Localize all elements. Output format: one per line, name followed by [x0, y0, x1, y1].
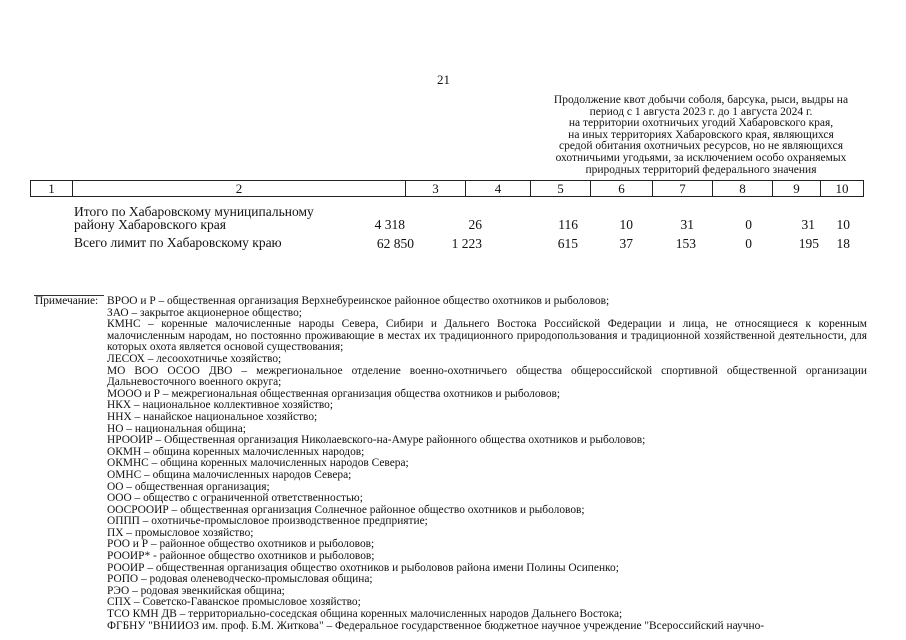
note-item: РОПО – родовая оленеводческо-промысловая община;: [107, 573, 373, 586]
note-item: ООО – общество с ограниченной ответственностью;: [107, 492, 363, 505]
note-item: ТСО КМН ДВ – территориально-соседская община коренных малочисленных народов Дальнего Востока;: [107, 608, 623, 621]
cell-col10: 18: [836, 236, 850, 251]
header-cell-8: 8: [713, 181, 773, 196]
header-cell-10: 10: [835, 181, 849, 196]
note-item: ОППП – охотничье-промысловое производственное предприятие;: [107, 515, 428, 528]
note-item: НО – национальная община;: [107, 422, 246, 435]
cell-col6: 10: [619, 217, 633, 232]
note-item: МООО и Р – межрегиональная общественная организация общества охотников и рыболовов;: [107, 387, 561, 400]
cell-col9: 195: [798, 236, 819, 251]
note-item: ВРОО и Р – общественная организация Верхнебуреинское районное общество охотников и рыболовов;: [107, 295, 610, 307]
continuation-line: на территории охотничьих угодий Хабаровского края,: [568, 117, 834, 130]
note-item: ОКМНС – община коренных малочисленных народов Севера;: [107, 457, 409, 470]
header-cell-4: 4: [466, 181, 531, 196]
note-item: НРООИР – Общественная организация Николаевского-на-Амуре районного общества охотников и рыболовов;: [107, 434, 646, 447]
cell-col8: 0: [745, 236, 752, 251]
note-item: РООИР* - районное общество охотников и рыболовов;: [107, 550, 375, 563]
table-header-row: [30, 180, 864, 197]
note-item: ФГБНУ "ВНИИОЗ им. проф. Б.М. Житкова" – Федеральное государственное бюджетное научное учреждение "Всероссийский научно-: [107, 619, 765, 632]
note-item: ОМНС – община малочисленных народов Севера;: [107, 468, 352, 481]
header-cell-6: 6: [591, 181, 653, 196]
table-row: [30, 205, 864, 235]
note-item: РОО и Р – районное общество охотников и рыболовов;: [107, 538, 375, 551]
header-cell-2: 2: [73, 181, 406, 196]
note-item: НКХ – национальное коллективное хозяйство;: [107, 399, 334, 412]
cell-col10: 10: [836, 217, 850, 232]
cell-col8: 0: [745, 217, 752, 232]
note-item: РЭО – родовая эвенкийская община;: [107, 584, 285, 597]
continuation-line: средой обитания охотничьих ресурсов, но не являющихся: [558, 140, 843, 153]
notes-label: Примечание:: [35, 295, 99, 307]
cell-col3: 62 850: [376, 236, 414, 251]
cell-col5: 116: [558, 217, 578, 232]
continuation-line: природных территорий федерального значения: [585, 163, 817, 176]
row-label-line: району Хабаровского края: [74, 217, 226, 232]
continuation-line: на иных территориях Хабаровского края, являющихся: [568, 128, 834, 141]
continuation-line: охотничьими угодьями, за исключением особо охраняемых: [555, 151, 847, 164]
row-label-line: Всего лимит по Хабаровскому краю: [74, 235, 282, 250]
continuation-line: период с 1 августа 2023 г. до 1 августа 2024 г.: [589, 105, 813, 118]
note-item: ЛЕСОХ – лесоохотничье хозяйство;: [107, 352, 282, 365]
note-item: ННХ – нанайское национальное хозяйство;: [107, 410, 318, 423]
note-item: КМНС – коренные малочисленные народы Севера, Сибири и Дальнего Востока Российской Федерации и лица, не относящиеся к коренным малочисленным народам, но постоянно проживающие в местах их традиционного природопользования и традиционной хозяйственной деятельности, для которых охота является основой существования;: [107, 318, 867, 354]
header-cell-9: 9: [773, 181, 821, 196]
header-cell-7: 7: [653, 181, 713, 196]
continuation-heading: [528, 95, 874, 176]
cell-col9: 31: [801, 217, 815, 232]
cell-col4: 26: [468, 217, 482, 232]
page-number: 21: [437, 72, 450, 87]
quota-table: [30, 180, 864, 251]
cell-col4: 1 223: [451, 236, 482, 251]
cell-col3: 4 318: [374, 217, 405, 232]
header-cell-5: 5: [531, 181, 591, 196]
note-item: ООСРООИР – общественная организация Солнечное районное общество охотников и рыболовов;: [107, 503, 585, 516]
table-row: [30, 235, 864, 253]
cell-col6: 37: [619, 236, 633, 251]
cell-col5: 615: [557, 236, 578, 251]
notes-list: [107, 296, 867, 632]
note-item: ОО – общественная организация;: [107, 480, 270, 493]
note-item: МО ВОО ОСОО ДВО – межрегиональное отделение военно-охотничьего общества общероссийской спортивной общественной организации Дальневосточного военного округа;: [107, 364, 867, 389]
note-item: ЗАО – закрытое акционерное общество;: [107, 306, 302, 319]
note-item: ОКМН – община коренных малочисленных народов;: [107, 445, 365, 458]
cell-col7: 31: [680, 217, 694, 232]
row-label-line: Итого по Хабаровскому муниципальному: [74, 204, 314, 219]
note-item: СПХ – Советско-Гаванское промысловое хозяйство;: [107, 596, 361, 609]
cell-col7: 153: [675, 236, 696, 251]
header-cell-3: 3: [406, 181, 466, 196]
continuation-line: Продолжение квот добычи соболя, барсука, рыси, выдры на: [553, 94, 849, 106]
note-item: ПХ – промысловое хозяйство;: [107, 526, 254, 539]
note-item: РООИР – общественная организация общество охотников и рыболовов района имени Полины Осипенко;: [107, 561, 619, 574]
header-cell-1: 1: [31, 181, 73, 196]
